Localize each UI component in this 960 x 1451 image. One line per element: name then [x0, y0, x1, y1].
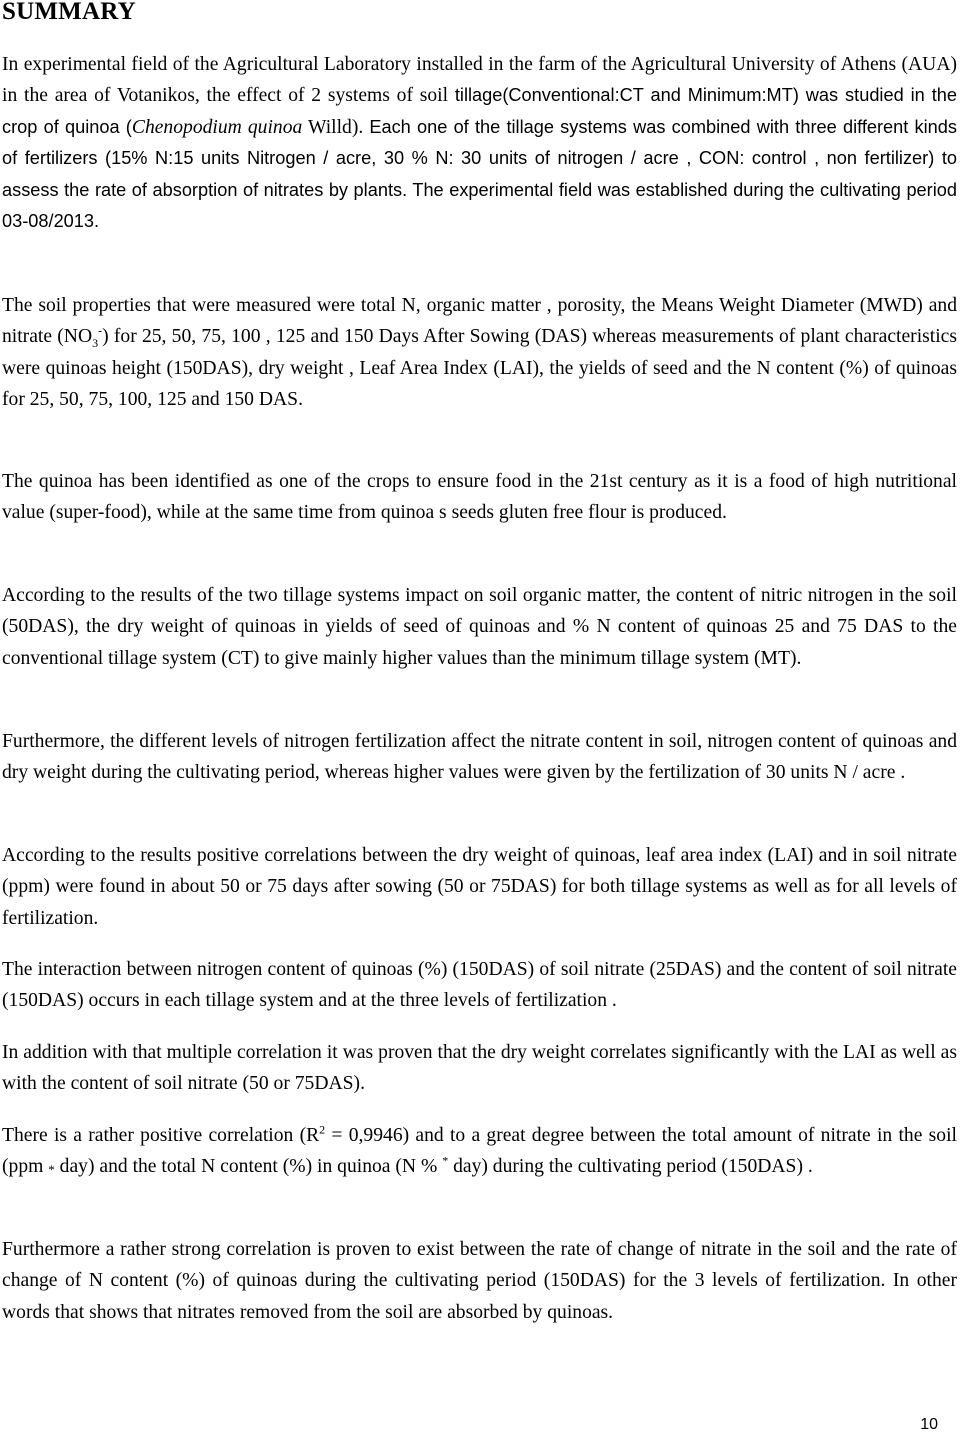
paragraph-interaction: The interaction between nitrogen content of quinoas (%) (150DAS) of soil nitrate (25DAS) and the content of soil nitrate (150DAS) occurs in each tillage system and at the three levels of fertilization . — [2, 959, 957, 1012]
nitrate-superscript: - — [98, 323, 103, 338]
page-number: 10 — [920, 1416, 938, 1433]
intro-text-3: Willd). — [302, 116, 370, 138]
correlation-text-3: day) and the total N content (%) in quinoa (N % — [54, 1156, 443, 1178]
intro-text-2: tillage(Conventional:CT and Minimum:MT) was studied in the crop of quinoa ( — [2, 85, 957, 137]
soil-text-2: ) for 25, 50, 75, 100 , 125 and 150 Days After Sowing (DAS) whereas measurements of plant characteristics were quinoas height (150DAS), dry weight , Leaf Area Index (LAI), the yields of seed and the N content (%) of quinoas for 25, 50, 75, 100, 125 and 150 DAS. — [2, 326, 957, 411]
paragraph-soil-properties — [2, 290, 957, 416]
r-squared-superscript: 2 — [319, 1122, 326, 1137]
correlation-text-1: There is a rather positive correlation (R — [2, 1125, 320, 1146]
section-title: SUMMARY — [2, 0, 136, 25]
correlation-text-2: = 0,9946) and to a great degree between the total amount of nitrate in the soil (ppm — [2, 1125, 957, 1178]
intro-text-1: In experimental field of the Agricultural Laboratory installed in the farm of the Agricultural University of Athens (AUA) in the area of Votanikos, the effect of 2 systems of soil — [2, 54, 957, 107]
asterisk-1: * — [48, 1162, 55, 1178]
asterisk-2: * — [442, 1153, 449, 1168]
species-name: Chenopodium quinoa — [131, 116, 303, 138]
paragraph-quinoa-food: The quinoa has been identified as one of the crops to ensure food in the 21st century as it is a food of high nutritional value (super-food), while at the same time from quinoa s seeds gluten free flour is produced. — [2, 471, 957, 524]
correlation-text-4: day) during the cultivating period (150DAS) . — [448, 1156, 813, 1178]
paragraph-correlations: According to the results positive correlations between the dry weight of quinoas, leaf area index (LAI) and in soil nitrate (ppm) were found in about 50 or 75 days after sowing (50 or 75DAS) for both tillage systems as well as for all levels of fertilization. — [2, 845, 957, 929]
soil-text-1: The soil properties that were measured were total N, organic matter , porosity, the Means Weight Diameter (MWD) and nitrate (NO — [2, 295, 957, 348]
intro-text-4: Each one of the tillage systems was combined with three different kinds of fertilizers (15% N:15 units Nitrogen / acre, 30 % N: 30 units of nitrogen / acre , CON: control , non fertilizer) to assess the rate of absorption of nitrates by plants. The experimental field was established during the cultivating period 03-08/2013. — [2, 116, 958, 232]
paragraph-fertilization: Furthermore, the different levels of nitrogen fertilization affect the nitrate content in soil, nitrogen content of quinoas and dry weight during the cultivating period, whereas higher values were given by the fertilization of 30 units N / acre . — [2, 731, 957, 784]
nitrate-subscript: 3 — [92, 336, 99, 351]
paragraph-rate-of-change: Furthermore a rather strong correlation is proven to exist between the rate of change of nitrate in the soil and the rate of change of N content (%) of quinoas during the cultivating period (150DAS) for the 3 levels of fertilization. In other words that shows that nitrates removed from the soil are absorbed by quinoas. — [2, 1239, 957, 1323]
paragraph-intro — [2, 49, 957, 237]
paragraph-positive-correlation — [2, 1120, 957, 1184]
paragraph-multiple-correlation: In addition with that multiple correlation it was proven that the dry weight correlates significantly with the LAI as well as with the content of soil nitrate (50 or 75DAS). — [2, 1042, 957, 1095]
paragraph-tillage-results: According to the results of the two tillage systems impact on soil organic matter, the content of nitric nitrogen in the soil (50DAS), the dry weight of quinoas in yields of seed of quinoas and % N content of quinoas 25 and 75 DAS to the conventional tillage system (CT) to give mainly higher values than the minimum tillage system (MT). — [2, 585, 957, 669]
